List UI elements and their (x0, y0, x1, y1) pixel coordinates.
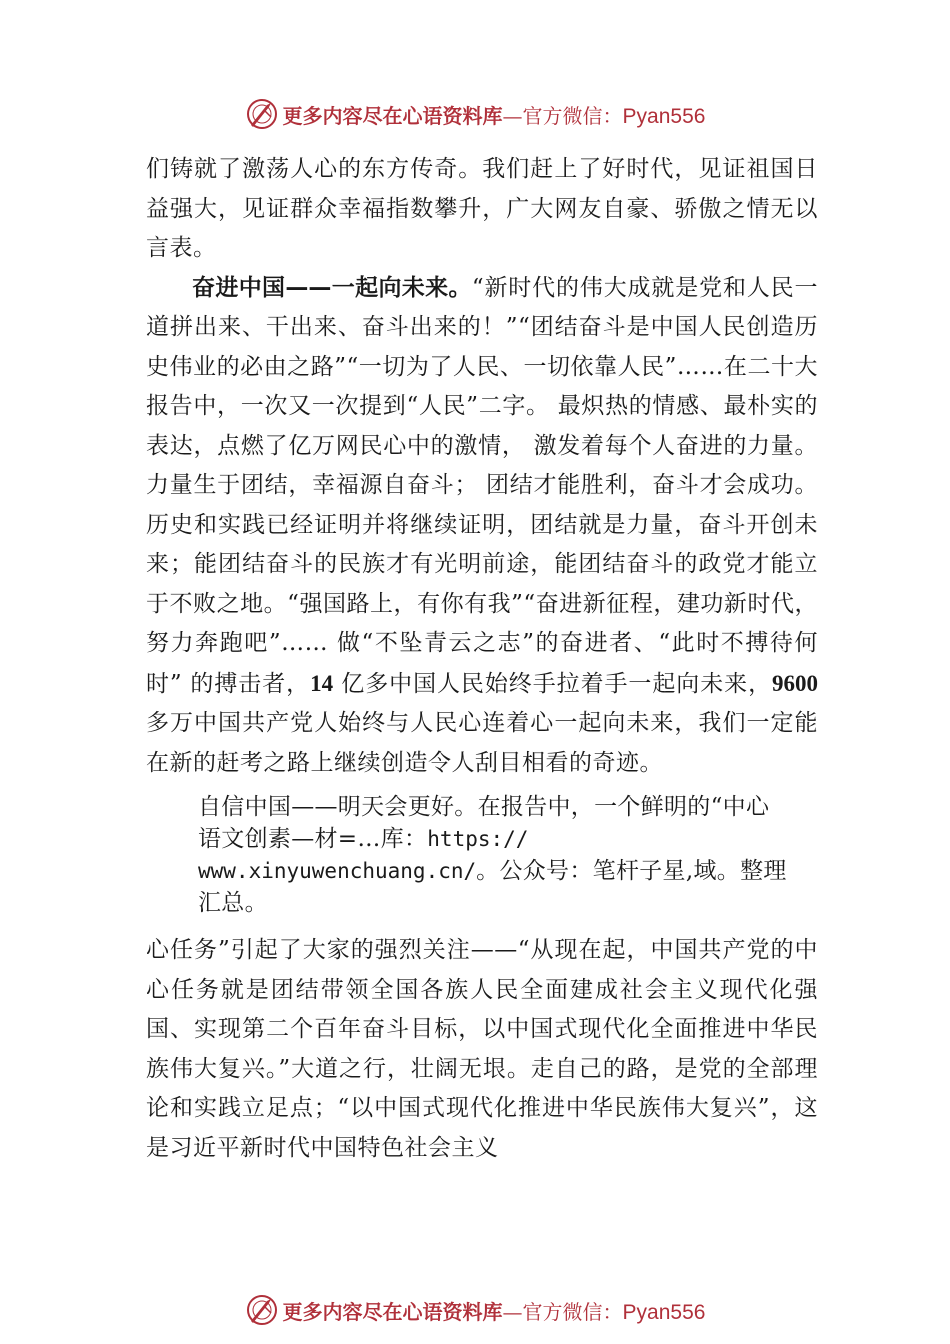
paragraph-3: 心任务”引起了大家的强烈关注——“从现在起，中国共产党的中心任务就是团结带领全国各族人民全面建成社会主义现代化强国、实现第二个百年奋斗目标，以中国式现代化全面推进中华民族伟大复兴。”大道之行，壮阔无垠。走自己的路，是党的全部理论和实践立足点；“以中国式现代化推进中华民族伟大复兴”，这是习近平新时代中国特色社会主义 (146, 937, 818, 1161)
paragraph-1: 们铸就了激荡人心的东方传奇。我们赶上了好时代，见证祖国日益强大，见证群众幸福指数攀升，广大网友自豪、骄傲之情无以言表。 (146, 156, 818, 261)
inserted-watermark-block (198, 791, 838, 919)
paragraph-2 (146, 269, 818, 784)
footer-dash: — (502, 1299, 523, 1324)
paragraph-2-number-14: 14 (310, 670, 334, 696)
footer-label: 官方微信： (522, 1299, 623, 1324)
document-body (146, 150, 818, 1168)
insert-line-2 (198, 823, 838, 855)
paragraph-2-number-9600: 9600 (772, 670, 818, 696)
insert-url-domain: www.xinyuwenchuang.cn/ (198, 859, 477, 883)
footer-text (283, 1296, 706, 1325)
footer-wechat-id: Pyan556 (622, 1300, 706, 1324)
paragraph-2-text-b: 亿多中国人民始终手拉着手一起向未来， (333, 670, 772, 697)
paragraph-2-heading: 奋进中国——一起向未来。 (192, 274, 472, 301)
header-text (283, 100, 706, 129)
header-banner (0, 94, 950, 134)
footer-banner (0, 1290, 950, 1330)
footer-brand: 更多内容尽在心语资料库 (282, 1299, 503, 1324)
header-dash: — (502, 103, 523, 128)
paragraph-2-text-c: 多万中国共产党人始终与人民心连着心一起向未来，我们一定能在新的赶考之路上继续创造令人刮目相看的奇迹。 (146, 710, 818, 776)
insert-url-scheme: https:// (427, 827, 529, 851)
header-brand: 更多内容尽在心语资料库 (282, 103, 503, 128)
quill-pen-seal-icon (245, 97, 279, 131)
insert-line-4: 汇总。 (198, 890, 268, 916)
insert-public-account: 。公众号：笔杆子星,域。整理 (476, 858, 787, 884)
header-wechat-id: Pyan556 (622, 104, 706, 128)
insert-source-label: 语文创素—材=…库： (198, 826, 428, 852)
insert-line-1: 自信中国——明天会更好。在报告中，一个鲜明的“中心 (198, 794, 770, 820)
insert-line-3 (198, 855, 838, 887)
header-label: 官方微信： (522, 103, 623, 128)
paragraph-2-text-a: “新时代的伟大成就是党和人民一道拼出来、干出来、奋斗出来的！”“团结奋斗是中国人民创造历史伟业的必由之路”“一切为了人民、一切依靠人民”……在二十大报告中，一次又一次提到“人民”二字。 最炽热的情感、最朴实的表达，点燃了亿万网民心中的激情， 激发着每个人奋进的力量。力量生于团结，幸福源自奋斗； 团结才能胜利，奋斗才会成功。历史和实践已经证明并将继续证明，团结就是力量，奋斗开创未来；能团结奋斗的民族才有光明前途，能团结奋斗的政党才能立于不败之地。“强国路上，有你有我”“奋进新征程，建功新时代，努力奔跑吧”…… 做“不坠青云之志”的奋进者、“此时不搏待何时” 的搏击者， (146, 274, 818, 697)
quill-pen-seal-icon (245, 1293, 279, 1327)
